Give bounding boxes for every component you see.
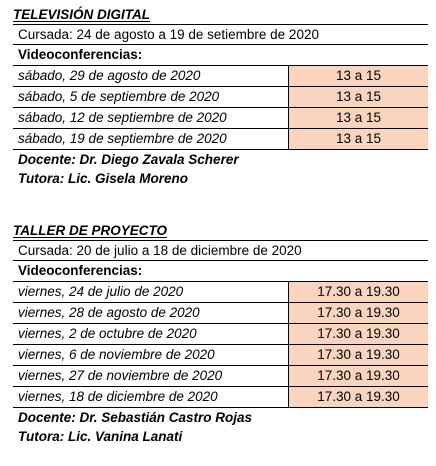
- session-date: viernes, 2 de octubre de 2020: [18, 326, 197, 341]
- videoconferencias-label: Videoconferencias:: [18, 47, 143, 62]
- session-row: [13, 66, 428, 87]
- cursada-row: [13, 24, 428, 45]
- session-row: [13, 108, 428, 129]
- session-row: [13, 129, 428, 150]
- docente-text: Docente: Dr. Sebastián Castro Rojas: [18, 410, 253, 425]
- session-row: [13, 324, 428, 345]
- videoconferencias-label: Videoconferencias:: [18, 263, 143, 278]
- session-row: [13, 387, 428, 408]
- session-row: [13, 282, 428, 303]
- cursada-text: Cursada: 20 de julio a 18 de diciembre de 2020: [18, 243, 302, 258]
- session-time: 13 a 15: [288, 108, 428, 128]
- session-row: [13, 345, 428, 366]
- session-time: 17.30 a 19.30: [288, 324, 428, 344]
- session-time: 17.30 a 19.30: [288, 282, 428, 302]
- tutora-text: Tutora: Lic. Vanina Lanati: [18, 429, 183, 444]
- session-time: 13 a 15: [288, 66, 428, 86]
- tutora-text: Tutora: Lic. Gisela Moreno: [18, 171, 189, 186]
- session-time: 17.30 a 19.30: [288, 345, 428, 365]
- session-date: sábado, 19 de septiembre de 2020: [18, 131, 227, 146]
- course-title: TELEVISIÓN DIGITAL: [13, 7, 151, 22]
- session-date: sábado, 12 de septiembre de 2020: [18, 110, 227, 125]
- videoconferencias-row: [13, 261, 428, 282]
- session-time: 13 a 15: [288, 129, 428, 149]
- cursada-row: [13, 240, 428, 261]
- session-row: [13, 303, 428, 324]
- session-date: viernes, 6 de noviembre de 2020: [18, 347, 215, 362]
- session-date: viernes, 27 de noviembre de 2020: [18, 368, 223, 383]
- session-row: [13, 366, 428, 387]
- session-row: [13, 87, 428, 108]
- course-section-taller-de-proyecto: [13, 218, 428, 446]
- session-date: viernes, 24 de julio de 2020: [18, 284, 184, 299]
- session-time: 17.30 a 19.30: [288, 366, 428, 386]
- session-date: sábado, 29 de agosto de 2020: [18, 68, 201, 83]
- session-date: viernes, 18 de diciembre de 2020: [18, 389, 218, 404]
- cursada-text: Cursada: 24 de agosto a 19 de setiembre de 2020: [18, 27, 319, 42]
- videoconferencias-row: [13, 45, 428, 66]
- session-date: viernes, 28 de agosto de 2020: [18, 305, 200, 320]
- session-time: 17.30 a 19.30: [288, 387, 428, 407]
- session-time: 13 a 15: [288, 87, 428, 107]
- course-section-television-digital: [13, 2, 428, 188]
- course-title: TALLER DE PROYECTO: [13, 223, 168, 238]
- session-date: sábado, 5 de septiembre de 2020: [18, 89, 220, 104]
- session-time: 17.30 a 19.30: [288, 303, 428, 323]
- docente-text: Docente: Dr. Diego Zavala Scherer: [18, 152, 239, 167]
